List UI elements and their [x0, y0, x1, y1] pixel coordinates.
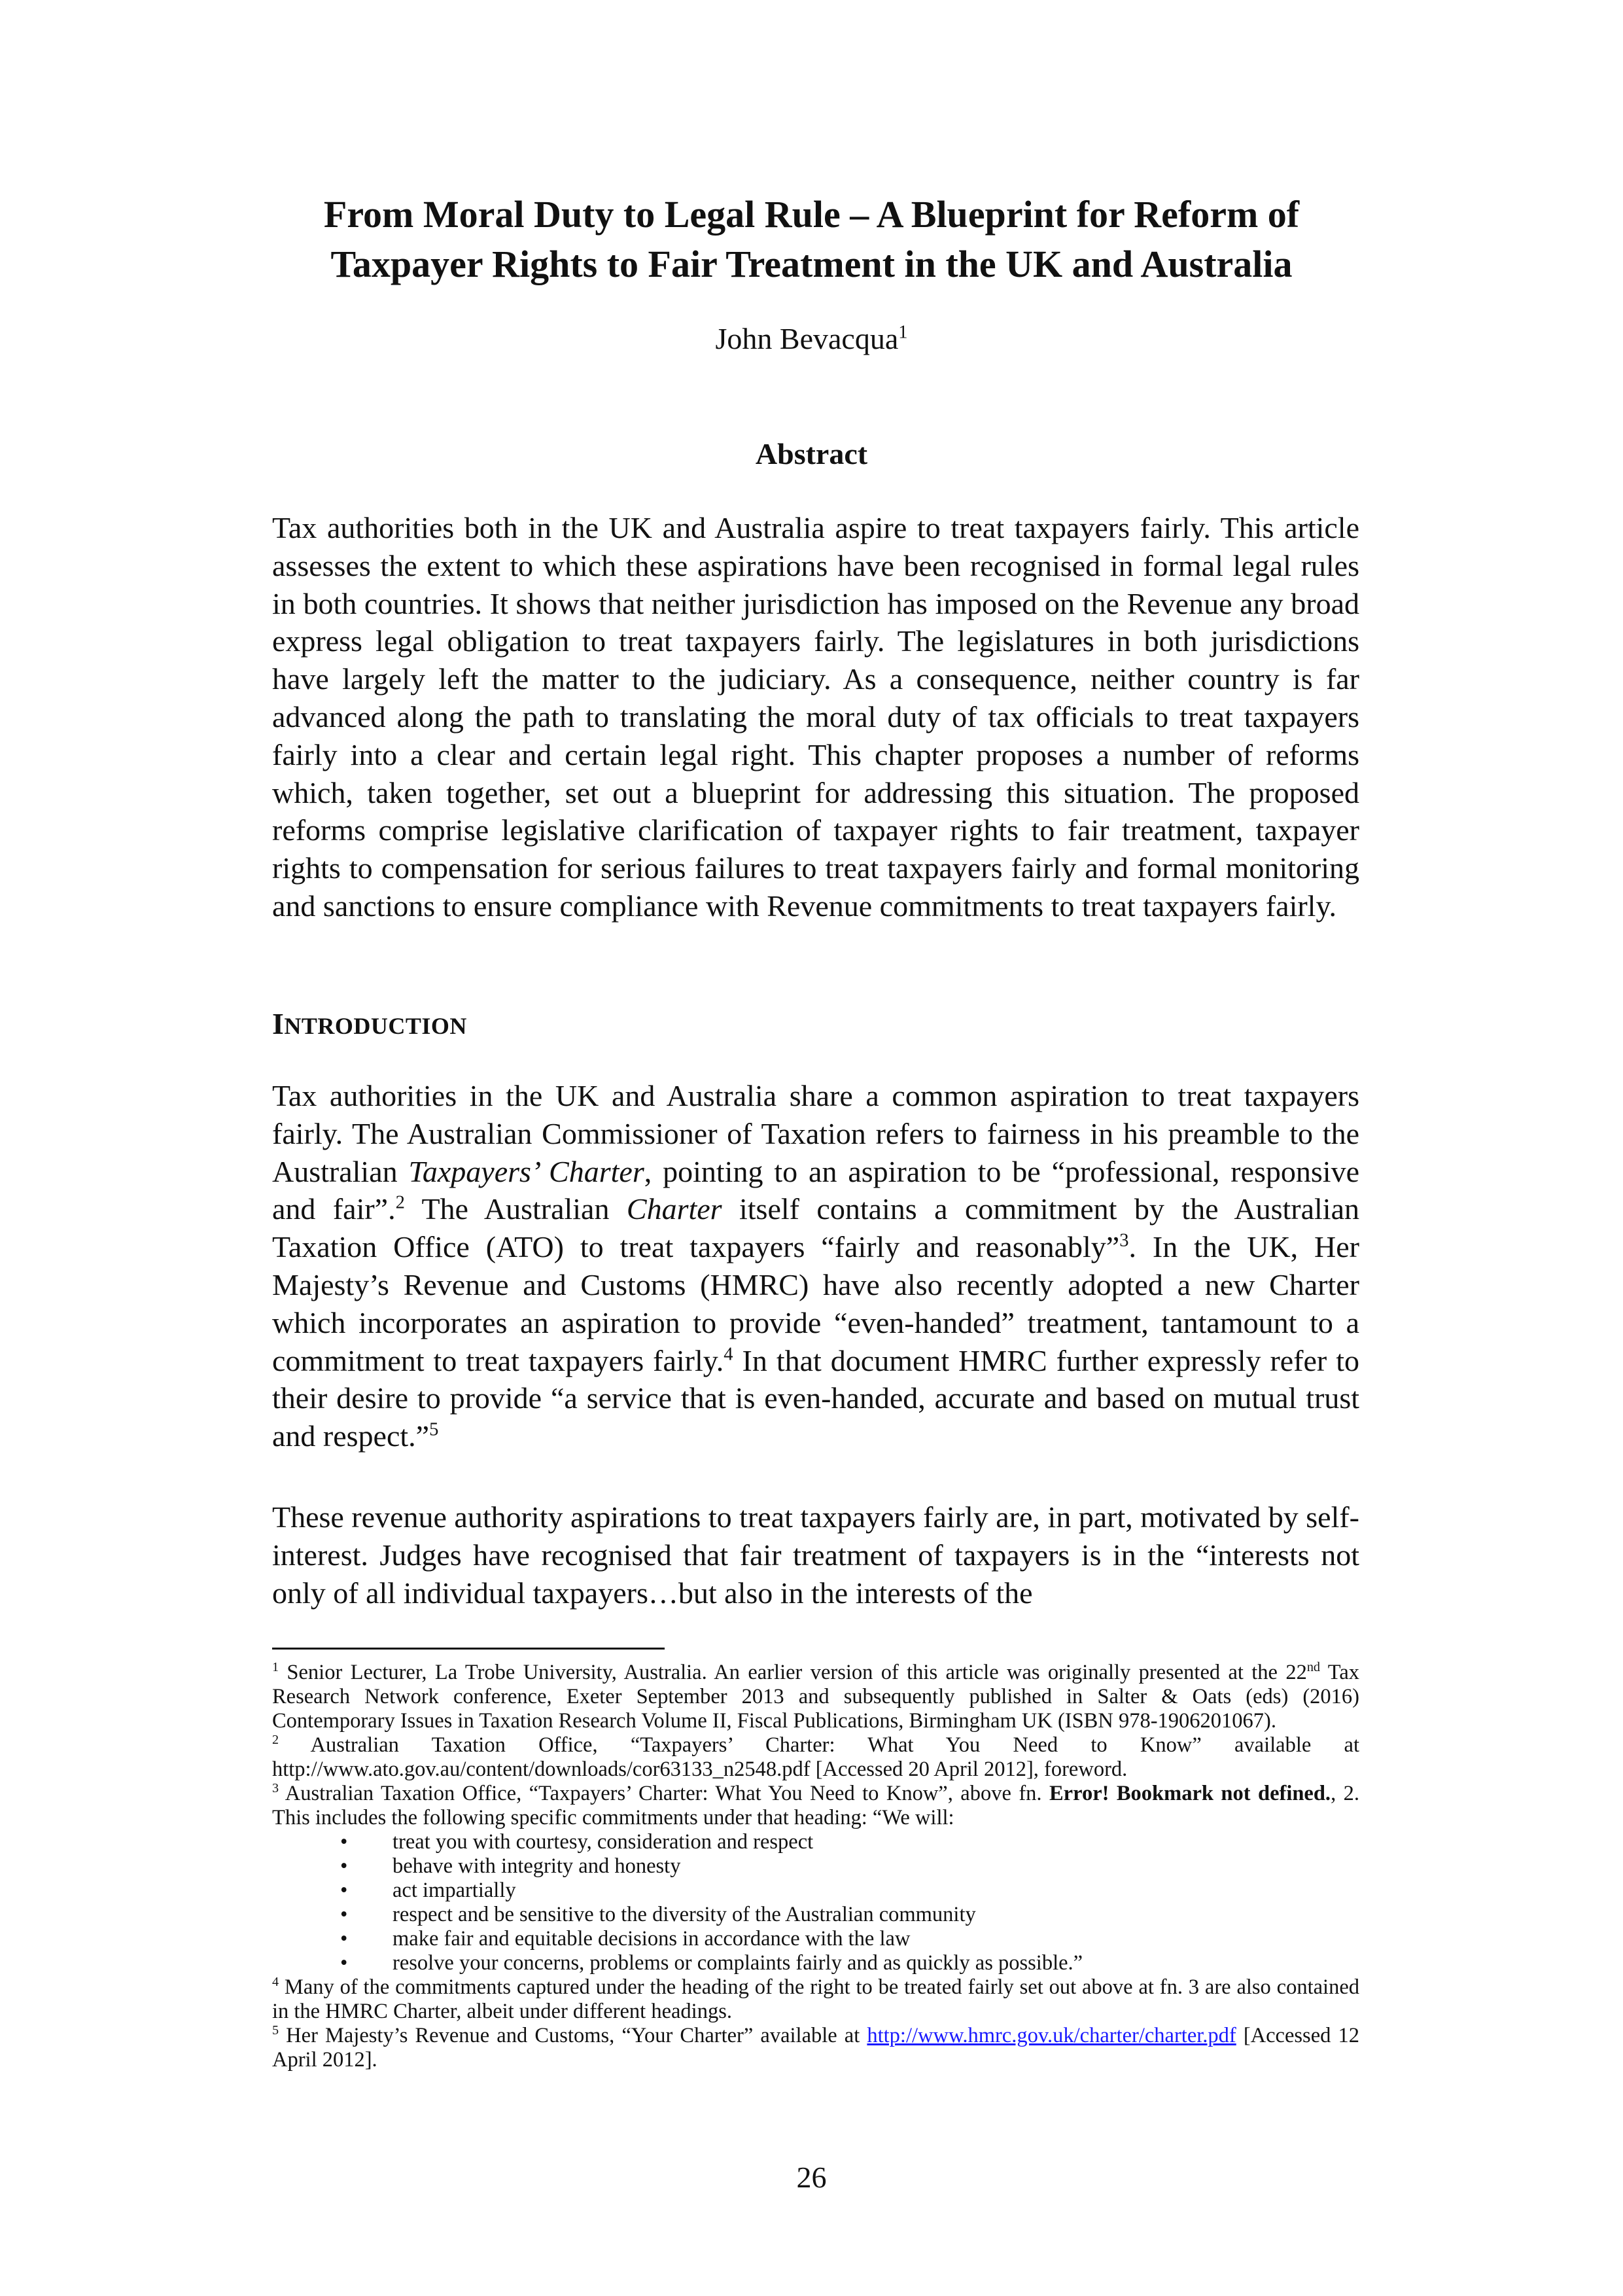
intro-p1-text-1: Tax authorities in the UK and Australia share a common aspiration to treat taxpayers fairly. The Australian Commissioner of Taxation refers to fairness in his preamble to the Australian — [272, 1079, 1359, 1188]
footnote-5-text-b: [Accessed 12 April 2012]. — [272, 2024, 1359, 2072]
list-item-text: make fair and equitable decisions in accordance with the law — [393, 1927, 911, 1951]
intro-paragraph-2: These revenue authority aspirations to treat taxpayers fairly are, in part, motivated by self-interest. Judges have recognised that fair treatment of taxpayers is in the “interests not only of all individual taxpayers…but also in the interests of the — [272, 1500, 1359, 1610]
footnote-2-text: Australian Taxation Office, “Taxpayers’ Charter: What You Need to Know” available at http://www.ato.gov.au/content/downloads/cor63133_n2548.pdf [Accessed 20 April 2012], foreword. — [272, 1733, 1359, 1781]
footnote-4-text: Many of the commitments captured under the heading of the right to be treated fairly set out above at fn. 3 are also contained in the HMRC Charter, albeit under different headings. — [272, 1975, 1359, 2023]
footnote-3-commitment-list — [272, 1830, 1359, 1975]
abstract-text: Tax authorities both in the UK and Australia aspire to treat taxpayers fairly. This article assesses the extent to which these aspirations have been recognised in formal legal rules in both countries. It shows that neither jurisdiction has imposed on the Revenue any broad express legal obligation to treat taxpayers fairly. The legislatures in both jurisdictions have largely left the matter to the judiciary. As a consequence, neither country is far advanced along the path to translating the moral duty of tax officials to treat taxpayers fairly into a clear and certain legal right. This chapter proposes a number of reforms which, taken together, set out a blueprint for addressing this situation. The proposed reforms comprise legislative clarification of taxpayer rights to fair treatment, taxpayer rights to compensation for serious failures to treat taxpayers fairly and formal monitoring and sanctions to ensure compliance with Revenue commitments to treat taxpayers fairly. — [272, 511, 1359, 923]
list-item-text: respect and be sensitive to the diversity of the Australian community — [393, 1903, 976, 1926]
footnote-1-text-a: Senior Lecturer, La Trobe University, Australia. An earlier version of this article was originally presented at the 22 — [279, 1661, 1307, 1684]
intro-p1-italic-charter: Charter — [626, 1192, 722, 1226]
author-footnote-mark[interactable]: 1 — [898, 322, 908, 343]
section-heading-introduction — [272, 1008, 467, 1042]
footnote-3-mark: 3 — [272, 1781, 279, 1796]
author-line — [196, 319, 1427, 359]
bullet-icon: • — [340, 1951, 348, 1975]
intro-p1-italic-charter-title: Taxpayers’ Charter — [408, 1154, 644, 1188]
footnote-5-text-a: Her Majesty’s Revenue and Customs, “Your Charter” available at — [279, 2024, 867, 2047]
footnote-1-ordinal: nd — [1306, 1660, 1320, 1675]
footnote-1-mark: 1 — [272, 1660, 279, 1675]
footnotes — [272, 1661, 1359, 2072]
bullet-icon: • — [340, 1854, 348, 1878]
footnote-ref-2[interactable]: 2 — [395, 1193, 405, 1214]
footnote-ref-3[interactable]: 3 — [1119, 1230, 1129, 1251]
footnote-3 — [272, 1782, 1359, 1830]
hmrc-charter-link[interactable]: http://www.hmrc.gov.uk/charter/charter.pdf — [867, 2024, 1236, 2047]
footnote-3-text-b: , 2. This includes the following specific commitments under that heading: “We will: — [272, 1782, 1360, 1829]
section-heading-initial: I — [272, 1007, 285, 1040]
intro-p1-text-2: , pointing to an aspiration to be “professional, responsive and fair”. — [272, 1154, 1359, 1226]
section-heading-rest: NTRODUCTION — [284, 1013, 467, 1039]
footnote-2-mark: 2 — [272, 1733, 279, 1748]
intro-p1-text-3: The Australian — [404, 1192, 627, 1226]
intro-p1-text-5: . In the UK, Her Majesty’s Revenue and Customs (HMRC) have also recently adopted a new Charter which incorporates an aspiration to provide “even-handed” treatment, tantamount to a commitment to treat taxpayers fairly. — [272, 1230, 1359, 1377]
list-item-text: treat you with courtesy, consideration and respect — [393, 1830, 814, 1854]
abstract-heading: Abstract — [755, 437, 868, 470]
author-name: John Bevacqua — [715, 322, 899, 355]
footnote-2 — [272, 1733, 1359, 1782]
list-item-text: resolve your concerns, problems or complaints fairly and as quickly as possible.” — [393, 1951, 1083, 1975]
footnote-1 — [272, 1661, 1359, 1733]
footnote-3-text-a: Australian Taxation Office, “Taxpayers’ Charter: What You Need to Know”, above fn. — [279, 1782, 1049, 1805]
intro-p1-text-6: In that document HMRC further expressly refer to their desire to provide “a service that is even-handed, accurate and based on mutual trust and respect.” — [272, 1343, 1359, 1453]
bullet-icon: • — [340, 1903, 348, 1926]
list-item — [340, 1830, 1359, 1854]
list-item — [340, 1927, 1359, 1951]
intro-paragraph-1 — [272, 1077, 1359, 1455]
footnote-ref-4[interactable]: 4 — [724, 1344, 733, 1365]
list-item — [340, 1879, 1359, 1903]
bullet-icon: • — [340, 1879, 348, 1902]
paper-title — [196, 190, 1427, 289]
bullet-icon: • — [340, 1927, 348, 1951]
bullet-icon: • — [340, 1830, 348, 1854]
footnote-separator — [272, 1648, 665, 1650]
footnote-ref-5[interactable]: 5 — [429, 1419, 439, 1440]
footnote-1-text-b: Tax Research Network conference, Exeter September 2013 and subsequently published in Salter & Oats (eds) (2016) Contemporary Issues in Taxation Research Volume II, Fiscal Publications, Birmingham UK (ISBN 978-1906201067). — [272, 1661, 1360, 1733]
list-item — [340, 1854, 1359, 1879]
page-number: 26 — [796, 2161, 827, 2194]
footnote-4-mark: 4 — [272, 1975, 279, 1990]
footnote-4 — [272, 1975, 1359, 2024]
footnote-5-mark: 5 — [272, 2023, 279, 2038]
list-item — [340, 1903, 1359, 1927]
footnote-5 — [272, 2024, 1359, 2072]
list-item — [340, 1951, 1359, 1975]
list-item-text: act impartially — [393, 1879, 516, 1902]
footnote-3-bookmark-error: Error! Bookmark not defined. — [1049, 1782, 1331, 1805]
title-line-1: From Moral Duty to Legal Rule – A Blueprint for Reform of — [323, 193, 1300, 236]
title-line-2: Taxpayer Rights to Fair Treatment in the UK and Australia — [330, 243, 1293, 285]
intro-p1-text-4: itself contains a commitment by the Australian Taxation Office (ATO) to treat taxpayers “fairly and reasonably” — [272, 1192, 1360, 1264]
list-item-text: behave with integrity and honesty — [393, 1854, 681, 1878]
